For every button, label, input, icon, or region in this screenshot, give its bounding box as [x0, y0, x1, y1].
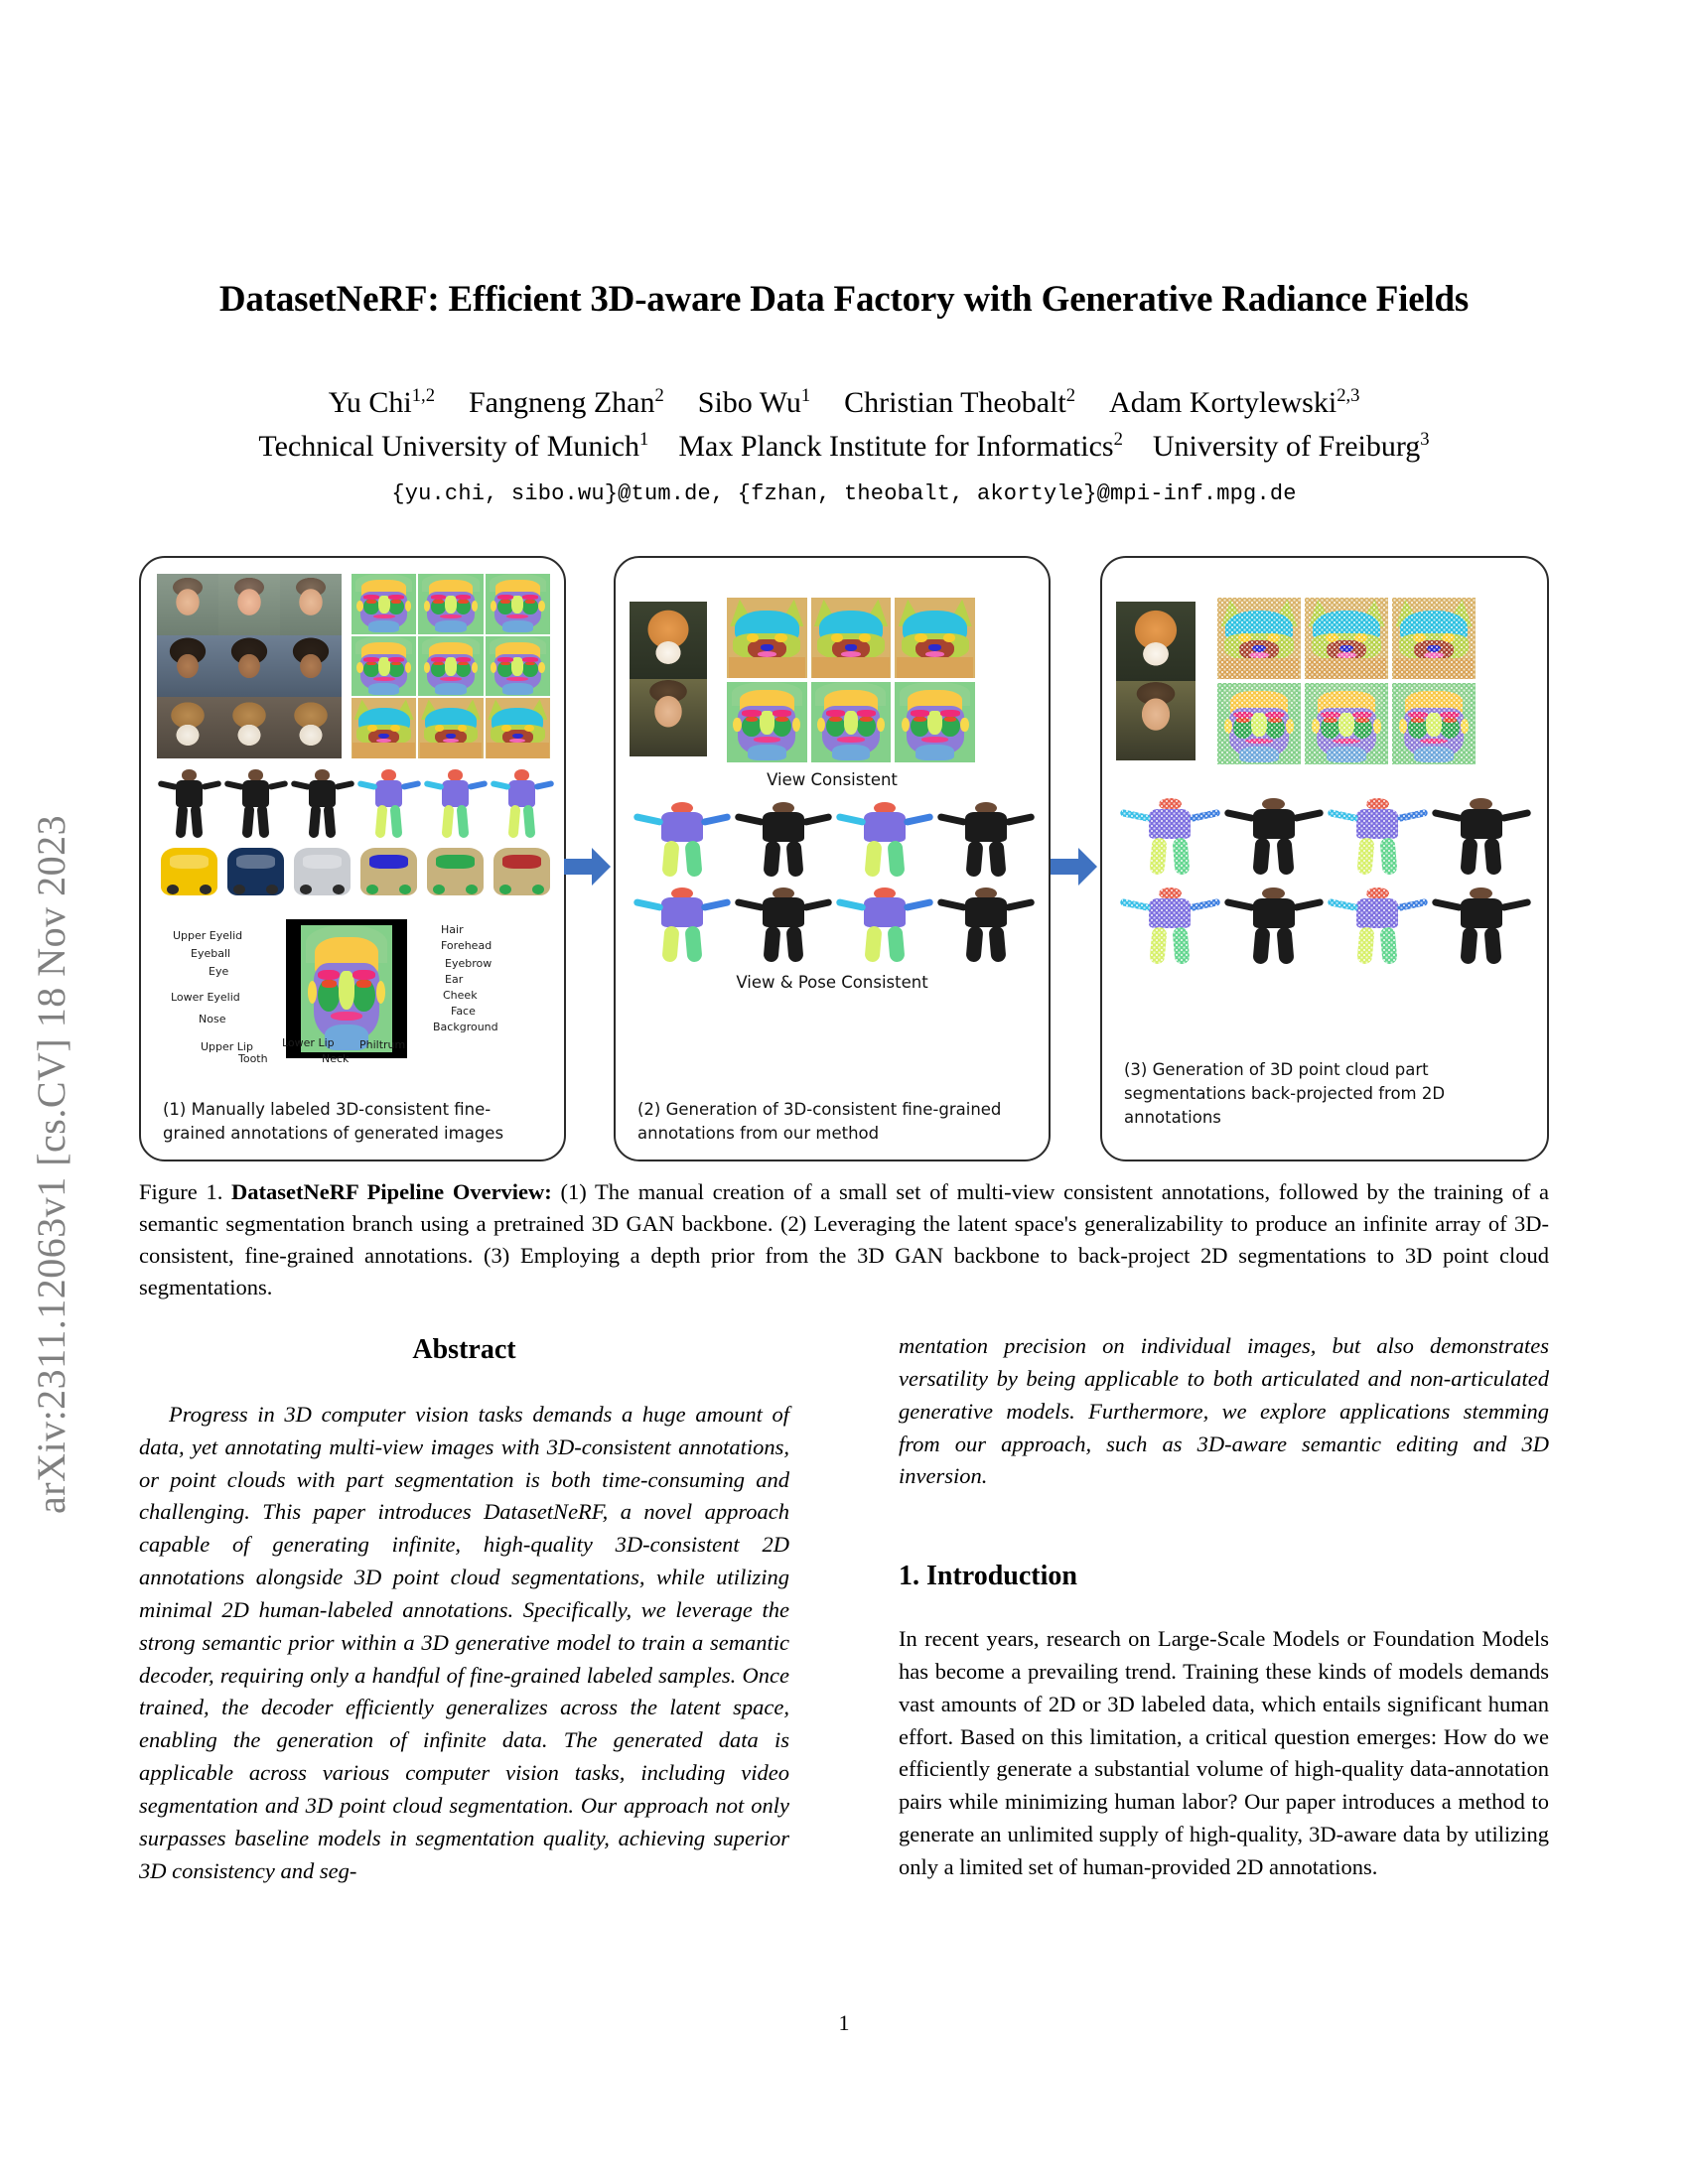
source-image	[157, 635, 218, 697]
segmentation-map	[352, 574, 416, 634]
anatomy-annotation-diagram	[155, 915, 554, 1064]
source-image	[630, 679, 707, 756]
car-segmentation	[427, 848, 484, 895]
segmentation-map	[895, 682, 975, 762]
arxiv-stamp-text: arXiv:2311.12063v1 [cs.CV] 18 Nov 2023	[29, 814, 73, 1514]
panel2-segmentation-grid	[727, 598, 975, 762]
anatomy-label-eyebrow: Eyebrow	[445, 957, 492, 970]
author-3: Christian Theobalt$^2$	[844, 385, 1076, 419]
person-silhouette	[159, 768, 219, 840]
panel3-pose-row-2	[1122, 886, 1529, 965]
person-segmentation	[425, 768, 486, 840]
abstract-text-part2: mentation precision on individual images, but also demonstrates versatility by being applicable to both articulated and non-articulated generative models. Furthermore, we explore applications stemming from our approach, such as 3D-aware semantic editing and 3D inversion.	[899, 1333, 1549, 1489]
person-silhouette	[737, 800, 830, 878]
panel1-source-images	[157, 574, 342, 758]
source-image	[157, 574, 218, 635]
point-cloud-segmentation	[1217, 683, 1301, 764]
anatomy-label-philtrum: Philtrum	[359, 1038, 406, 1051]
panel2-pose-row-2	[635, 886, 1033, 963]
anatomy-label-background: Background	[433, 1021, 498, 1033]
car-segmentation	[493, 848, 550, 895]
segmentation-map	[352, 698, 416, 758]
anatomy-label-lower-lip: Lower Lip	[282, 1036, 335, 1049]
author-0: Yu Chi$^{1,2}$	[328, 385, 435, 419]
segmentation-map	[486, 698, 550, 758]
person-silhouette	[1226, 886, 1323, 965]
introduction-paragraph: In recent years, research on Large-Scale Models or Foundation Models has become a prevailing trend. Training these kinds of models demands vast amounts of 2D or 3D labeled data, which entails significant human effort. Based on this limitation, a critical question emerges: How do we efficiently generate a substantial volume of high-quality data-annotation pairs while minimizing human labor? Our paper introduces a method to generate an unlimited supply of high-quality, 3D-aware data by utilizing only a limited set of human-provided 2D annotations.	[899, 1626, 1549, 1879]
panel2-source-images	[630, 602, 707, 756]
segmentation-map	[418, 698, 483, 758]
panel1-car-row	[161, 848, 550, 895]
segmentation-map	[486, 636, 550, 697]
source-image	[280, 574, 342, 635]
author-2: Sibo Wu$^1$	[697, 385, 811, 419]
source-image	[157, 697, 218, 758]
panel-2-bottom-label: View & Pose Consistent	[736, 973, 928, 992]
panel3-source-images	[1116, 602, 1196, 760]
affiliation-0: Technical University of Munich$^1$	[258, 429, 649, 463]
source-image	[630, 602, 707, 679]
segmentation-map	[811, 682, 892, 762]
source-image	[218, 697, 280, 758]
author-4: Adam Kortylewski$^{2,3}$	[1109, 385, 1360, 419]
segmentation-map	[486, 574, 550, 634]
segmentation-map	[418, 574, 483, 634]
car-image	[161, 848, 217, 895]
person-segmentation	[635, 886, 729, 963]
point-cloud-segmentation	[1392, 683, 1476, 764]
source-image	[218, 574, 280, 635]
person-segmentation	[838, 800, 931, 878]
figure-caption-label: Figure 1.	[139, 1179, 223, 1204]
anatomy-label-face: Face	[451, 1005, 476, 1018]
person-silhouette	[225, 768, 286, 840]
source-image	[218, 635, 280, 697]
author-emails: {yu.chi, sibo.wu}@tum.de, {fzhan, theobalt, akortyle}@mpi-inf.mpg.de	[391, 481, 1297, 506]
author-1: Fangneng Zhan$^2$	[469, 385, 664, 419]
person-point-cloud	[1122, 886, 1218, 965]
segmentation-map	[727, 598, 807, 678]
segmentation-map	[727, 682, 807, 762]
car-segmentation	[360, 848, 417, 895]
segmentation-map	[418, 636, 483, 697]
pipeline-arrow-2	[1051, 846, 1098, 887]
pipeline-panel-1	[139, 556, 566, 1161]
person-segmentation	[492, 768, 552, 840]
introduction-heading: 1. Introduction	[899, 1561, 1077, 1592]
figure-caption	[139, 1176, 1549, 1303]
person-silhouette	[939, 800, 1033, 878]
panel1-person-row	[159, 768, 552, 840]
anatomy-label-eye: Eye	[209, 965, 229, 978]
person-segmentation	[838, 886, 931, 963]
pipeline-panel-3	[1100, 556, 1549, 1161]
panel-1-caption: (1) Manually labeled 3D-consistent fine-grained annotations of generated images	[163, 1100, 504, 1144]
affiliation-2: University of Freiburg$^3$	[1152, 429, 1430, 463]
anatomy-label-lower-eyelid: Lower Eyelid	[171, 991, 240, 1004]
point-cloud-segmentation	[1217, 598, 1301, 679]
panel3-point-cloud-grid	[1217, 598, 1476, 764]
person-silhouette	[737, 886, 830, 963]
car-image	[227, 848, 284, 895]
panel-2-caption: (2) Generation of 3D-consistent fine-grained annotations from our method	[637, 1100, 1002, 1144]
figure-caption-text: (1) The manual creation of a small set of multi-view consistent annotations, followed by the training of a semantic segmentation branch using a pretrained 3D GAN backbone. (2) Leveraging the latent space's generalizability to produce an infinite array of 3D-consistent, fine-grained annotations. (3) Employing a depth prior from the 3D GAN backbone to back-project 2D segmentations to 3D point cloud segmentations.	[139, 1179, 1550, 1299]
person-point-cloud	[1330, 796, 1426, 876]
affiliation-1: Max Planck Institute for Informatics$^2$	[678, 429, 1123, 463]
source-image	[280, 697, 342, 758]
anatomy-label-tooth: Tooth	[238, 1052, 268, 1065]
affiliation-list	[139, 429, 1549, 464]
abstract-text-part1: Progress in 3D computer vision tasks demands a huge amount of data, yet annotating multi-view images with 3D-consistent annotations, or point clouds with part segmentation is both time-consuming and challenging. This paper introduces DatasetNeRF, a novel approach capable of generating infinite, high-quality 3D-consistent 2D annotations alongside 3D point cloud segmentations, while utilizing minimal 2D human-labeled annotations. Specifically, we leverage the strong semantic prior within a 3D generative model to train a semantic decoder, requiring only a handful of fine-grained labeled samples. Once trained, the decoder efficiently generalizes across the latent space, enabling the generation of infinite data. The generated data is applicable across various computer vision tasks, including video segmentation and 3D point cloud segmentation. Our approach not only surpasses baseline models in segmentation quality, achieving superior 3D consistency and seg-	[139, 1401, 789, 1883]
left-column	[139, 1330, 789, 1888]
anatomy-label-ear: Ear	[445, 973, 464, 986]
page-title: DatasetNeRF: Efficient 3D-aware Data Factory with Generative Radiance Fields	[218, 279, 1470, 320]
page-number: 1	[838, 2010, 850, 2035]
anatomy-label-neck: Neck	[322, 1052, 350, 1065]
segmentation-map	[895, 598, 975, 678]
person-silhouette	[1434, 886, 1530, 965]
anatomy-label-hair: Hair	[441, 923, 464, 936]
person-point-cloud	[1122, 796, 1218, 876]
pipeline-arrow-1	[564, 846, 612, 887]
figure-1	[139, 556, 1549, 1161]
panel-3-caption: (3) Generation of 3D point cloud part segmentations back-projected from 2D annotations	[1124, 1060, 1446, 1128]
point-cloud-segmentation	[1305, 598, 1388, 679]
car-image	[294, 848, 351, 895]
segmentation-map	[811, 598, 892, 678]
source-image	[1116, 602, 1196, 681]
anatomy-label-nose: Nose	[199, 1013, 226, 1025]
source-image	[280, 635, 342, 697]
person-segmentation	[358, 768, 419, 840]
anatomy-label-cheek: Cheek	[443, 989, 478, 1002]
panel1-segmentation-maps	[352, 574, 550, 758]
person-silhouette	[1226, 796, 1323, 876]
panel-2-mid-label: View Consistent	[767, 770, 898, 789]
anatomy-label-upper-lip: Upper Lip	[201, 1040, 253, 1053]
abstract-heading: Abstract	[412, 1334, 516, 1365]
person-point-cloud	[1330, 886, 1426, 965]
point-cloud-segmentation	[1392, 598, 1476, 679]
person-silhouette	[1434, 796, 1530, 876]
person-silhouette	[939, 886, 1033, 963]
segmentation-map	[352, 636, 416, 697]
person-silhouette	[292, 768, 352, 840]
source-image	[1116, 681, 1196, 760]
anatomy-label-upper-eyelid: Upper Eyelid	[173, 929, 243, 942]
right-column	[899, 1330, 1549, 1884]
panel3-pose-row-1	[1122, 796, 1529, 876]
anatomy-label-eyeball: Eyeball	[191, 947, 231, 960]
anatomy-label-forehead: Forehead	[441, 939, 492, 952]
figure-caption-title: DatasetNeRF Pipeline Overview:	[231, 1179, 552, 1204]
person-segmentation	[635, 800, 729, 878]
pipeline-panel-2	[614, 556, 1051, 1161]
author-list	[139, 385, 1549, 420]
panel2-pose-row-1	[635, 800, 1033, 878]
point-cloud-segmentation	[1305, 683, 1388, 764]
